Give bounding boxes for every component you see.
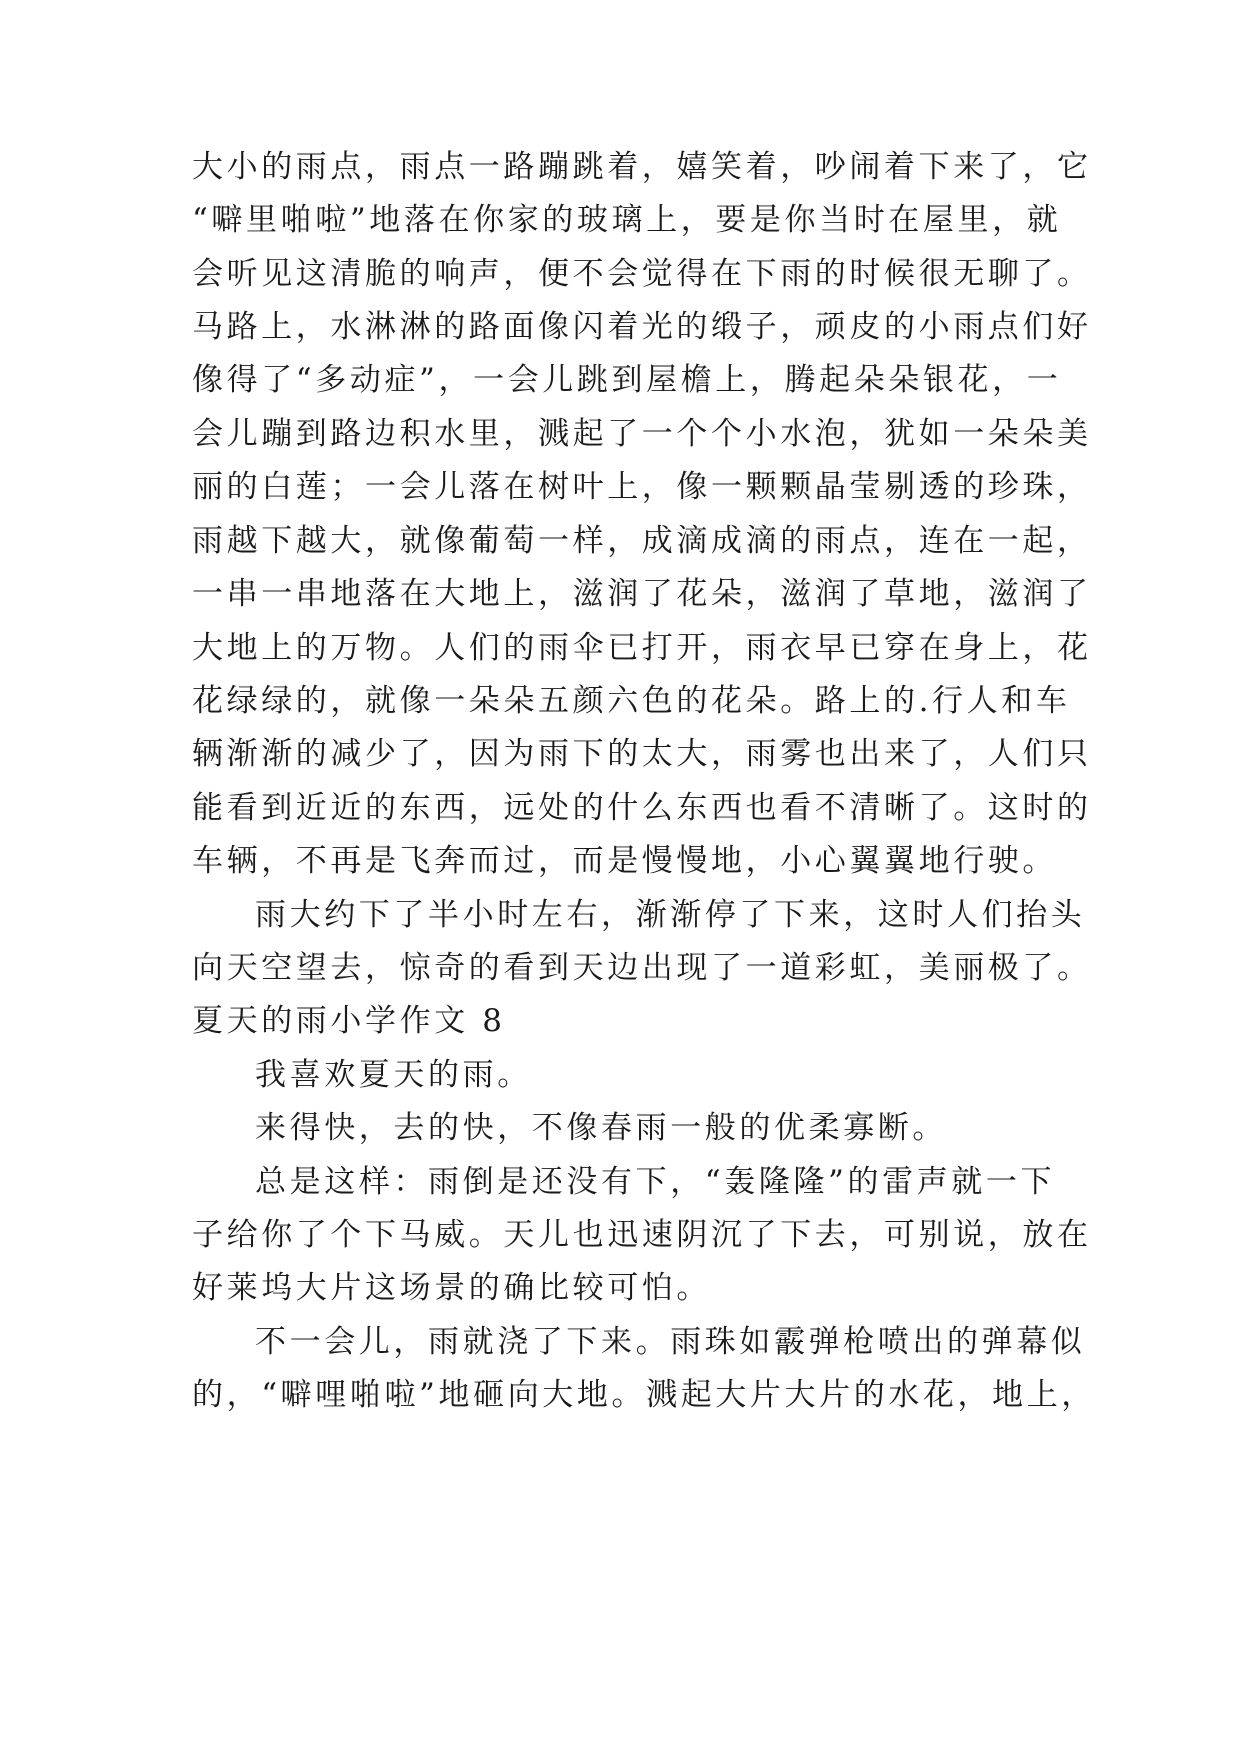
text-line: “噼里啪啦”地落在你家的玻璃上，要是你当时在屋里，就 xyxy=(192,202,1062,238)
text-line: 会儿蹦到路边积水里，溅起了一个个小水泡，犹如一朵朵美 xyxy=(192,416,1092,452)
text-line: 不一会儿，雨就浇了下来。雨珠如霰弹枪喷出的弹幕似 xyxy=(255,1324,1086,1360)
text-line: 总是这样：雨倒是还没有下，“轰隆隆”的雷声就一下 xyxy=(255,1164,1056,1200)
text-line: 花绿绿的，就像一朵朵五颜六色的花朵。路上的.行人和车 xyxy=(192,683,1071,719)
text-line: 会听见这清脆的响声，便不会觉得在下雨的时候很无聊了。 xyxy=(192,256,1092,292)
text-line: 向天空望去，惊奇的看到天边出现了一道彩虹，美丽极了。 xyxy=(192,950,1092,986)
text-line: 辆渐渐的减少了，因为雨下的太大，雨雾也出来了，人们只 xyxy=(192,736,1092,772)
text-line: 我喜欢夏天的雨。 xyxy=(255,1057,532,1093)
text-line: 车辆，不再是飞奔而过，而是慢慢地，小心翼翼地行驶。 xyxy=(192,843,1057,879)
text-line: 子给你了个下马威。天儿也迅速阴沉了下去，可别说，放在 xyxy=(192,1217,1092,1253)
section-heading: 夏天的雨小学作文 8 xyxy=(192,1003,506,1039)
text-line: 像得了“多动症”，一会儿跳到屋檐上，腾起朵朵银花，一 xyxy=(192,362,1062,398)
text-line: 一串一串地落在大地上，滋润了花朵，滋润了草地，滋润了 xyxy=(192,576,1092,612)
text-line: 来得快，去的快，不像春雨一般的优柔寡断。 xyxy=(255,1110,947,1146)
text-line: 大小的雨点，雨点一路蹦跳着，嬉笑着，吵闹着下来了，它 xyxy=(192,149,1092,185)
text-line: 丽的白莲；一会儿落在树叶上，像一颗颗晶莹剔透的珍珠， xyxy=(192,469,1092,505)
text-line: 的，“噼哩啪啦”地砸向大地。溅起大片大片的水花，地上， xyxy=(192,1377,1096,1413)
text-line: 雨大约下了半小时左右，渐渐停了下来，这时人们抬头 xyxy=(255,897,1086,933)
text-line: 好莱坞大片这场景的确比较可怕。 xyxy=(192,1270,711,1306)
text-line: 雨越下越大，就像葡萄一样，成滴成滴的雨点，连在一起， xyxy=(192,523,1092,559)
text-line: 马路上，水淋淋的路面像闪着光的缎子，顽皮的小雨点们好 xyxy=(192,309,1092,345)
text-line: 大地上的万物。人们的雨伞已打开，雨衣早已穿在身上，花 xyxy=(192,630,1092,666)
text-line: 能看到近近的东西，远处的什么东西也看不清晰了。这时的 xyxy=(192,790,1092,826)
